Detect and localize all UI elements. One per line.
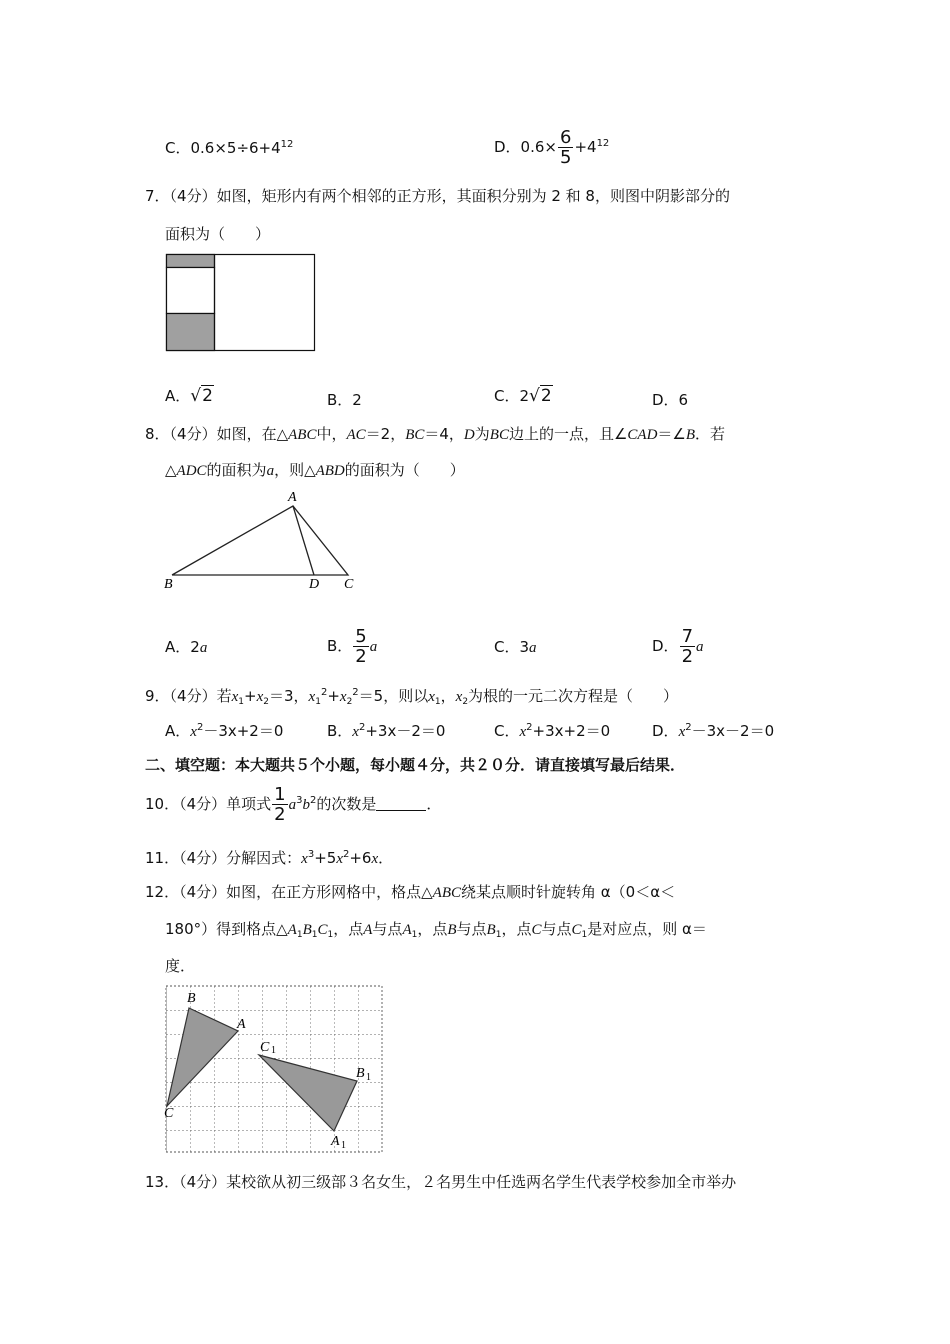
label-b: B	[187, 991, 196, 1006]
section2-heading: 二、填空题：本大题共５个小题，每小题４分，共２０分．请直接填写最后结果．	[145, 756, 686, 774]
q12-grid-figure	[163, 983, 385, 1155]
q9-option-d: D．$x^2-3x-2=0$	[652, 722, 775, 740]
answer-blank[interactable]	[376, 796, 426, 811]
shaded-strip-top	[167, 255, 215, 268]
segment-ad	[293, 506, 314, 575]
small-square	[167, 268, 215, 314]
q8-option-a: A．2a	[165, 638, 208, 656]
q6-option-d: D．0.6× $\frac{6}{5}$ $+4^{12}$	[494, 127, 610, 168]
q7-option-a: A．√2	[165, 386, 213, 406]
q7-stem-line1: 7．（4分）如图，矩形内有两个相邻的正方形，其面积分别为 2 和 8，则图中阴影部分的	[145, 187, 730, 205]
svg-text:1: 1	[271, 1045, 276, 1056]
label-d: D	[309, 577, 320, 592]
q9-stem: 9．（4分）若$x_1+x_2=3$，$x_1^2+x_2^2=5$，则以$x_1$，$x_2$为根的一元二次方程是（ ）	[145, 687, 679, 707]
label-a: A	[237, 1017, 246, 1032]
q13-stem-line1: 13．（4分）某校欲从初三级部３名女生，２名男生中任选两名学生代表学校参加全市举办	[145, 1173, 737, 1191]
q7-option-d: D．6	[652, 391, 689, 409]
q8-stem-line1: 8．（4分）如图，在△ABC中，AC＝2，BC＝4，D为BC边上的一点，且∠CAD＝∠B．若	[145, 425, 726, 443]
q9-option-c: C．$x^2+3x+2=0$	[494, 722, 611, 740]
label-a: A	[288, 490, 297, 505]
q8-option-b: B． $\frac{5}{2}$ a	[327, 626, 378, 667]
q12-stem-line1: 12．（4分）如图，在正方形网格中，格点△ABC绕某点顺时针旋转角 α（0＜α＜	[145, 883, 676, 901]
shaded-region-bottom	[167, 314, 215, 351]
svg-text:C: C	[260, 1040, 270, 1055]
q6-option-c: C．$0.6\times 5\div 6+4^{12}$	[165, 139, 294, 157]
label-c: C	[344, 577, 354, 592]
q7-stem-line2: 面积为（ ）	[165, 225, 271, 243]
q12-stem-line2: 180°）得到格点$\triangle A_1B_1C_1$，点A与点$A_1$，点B与点$B_1$，点C与点$C_1$是对应点，则 α＝	[165, 920, 707, 940]
q11-stem: 11．（4分）分解因式：$x^3+5x^2+6x$．	[145, 849, 394, 867]
q7-option-c: C．2√2	[494, 386, 552, 406]
q9-option-a: A．$x^2-3x+2=0$	[165, 722, 284, 740]
q8-triangle-figure	[160, 485, 370, 595]
q8-option-d: D． $\frac{7}{2}$ a	[652, 626, 704, 667]
label-c: C	[164, 1106, 174, 1121]
q7-option-b: B．2	[327, 391, 362, 409]
q7-rectangle-figure	[160, 250, 322, 356]
svg-text:A: A	[331, 1134, 340, 1149]
q10-stem: 10．（4分）单项式 $\frac{1}{2}$ $a^3b^2$的次数是 ．	[145, 784, 442, 825]
q8-stem-line2: △ADC的面积为a，则△ABD的面积为（ ）	[165, 461, 465, 479]
q9-option-b: B．$x^2+3x-2=0$	[327, 722, 446, 740]
svg-text:1: 1	[341, 1140, 346, 1151]
svg-text:1: 1	[366, 1072, 371, 1083]
svg-text:B: B	[356, 1066, 365, 1081]
q12-stem-line3: 度．	[165, 957, 196, 975]
triangle-abc	[172, 506, 348, 575]
q8-option-c: C．3a	[494, 638, 537, 656]
label-b: B	[164, 577, 173, 592]
